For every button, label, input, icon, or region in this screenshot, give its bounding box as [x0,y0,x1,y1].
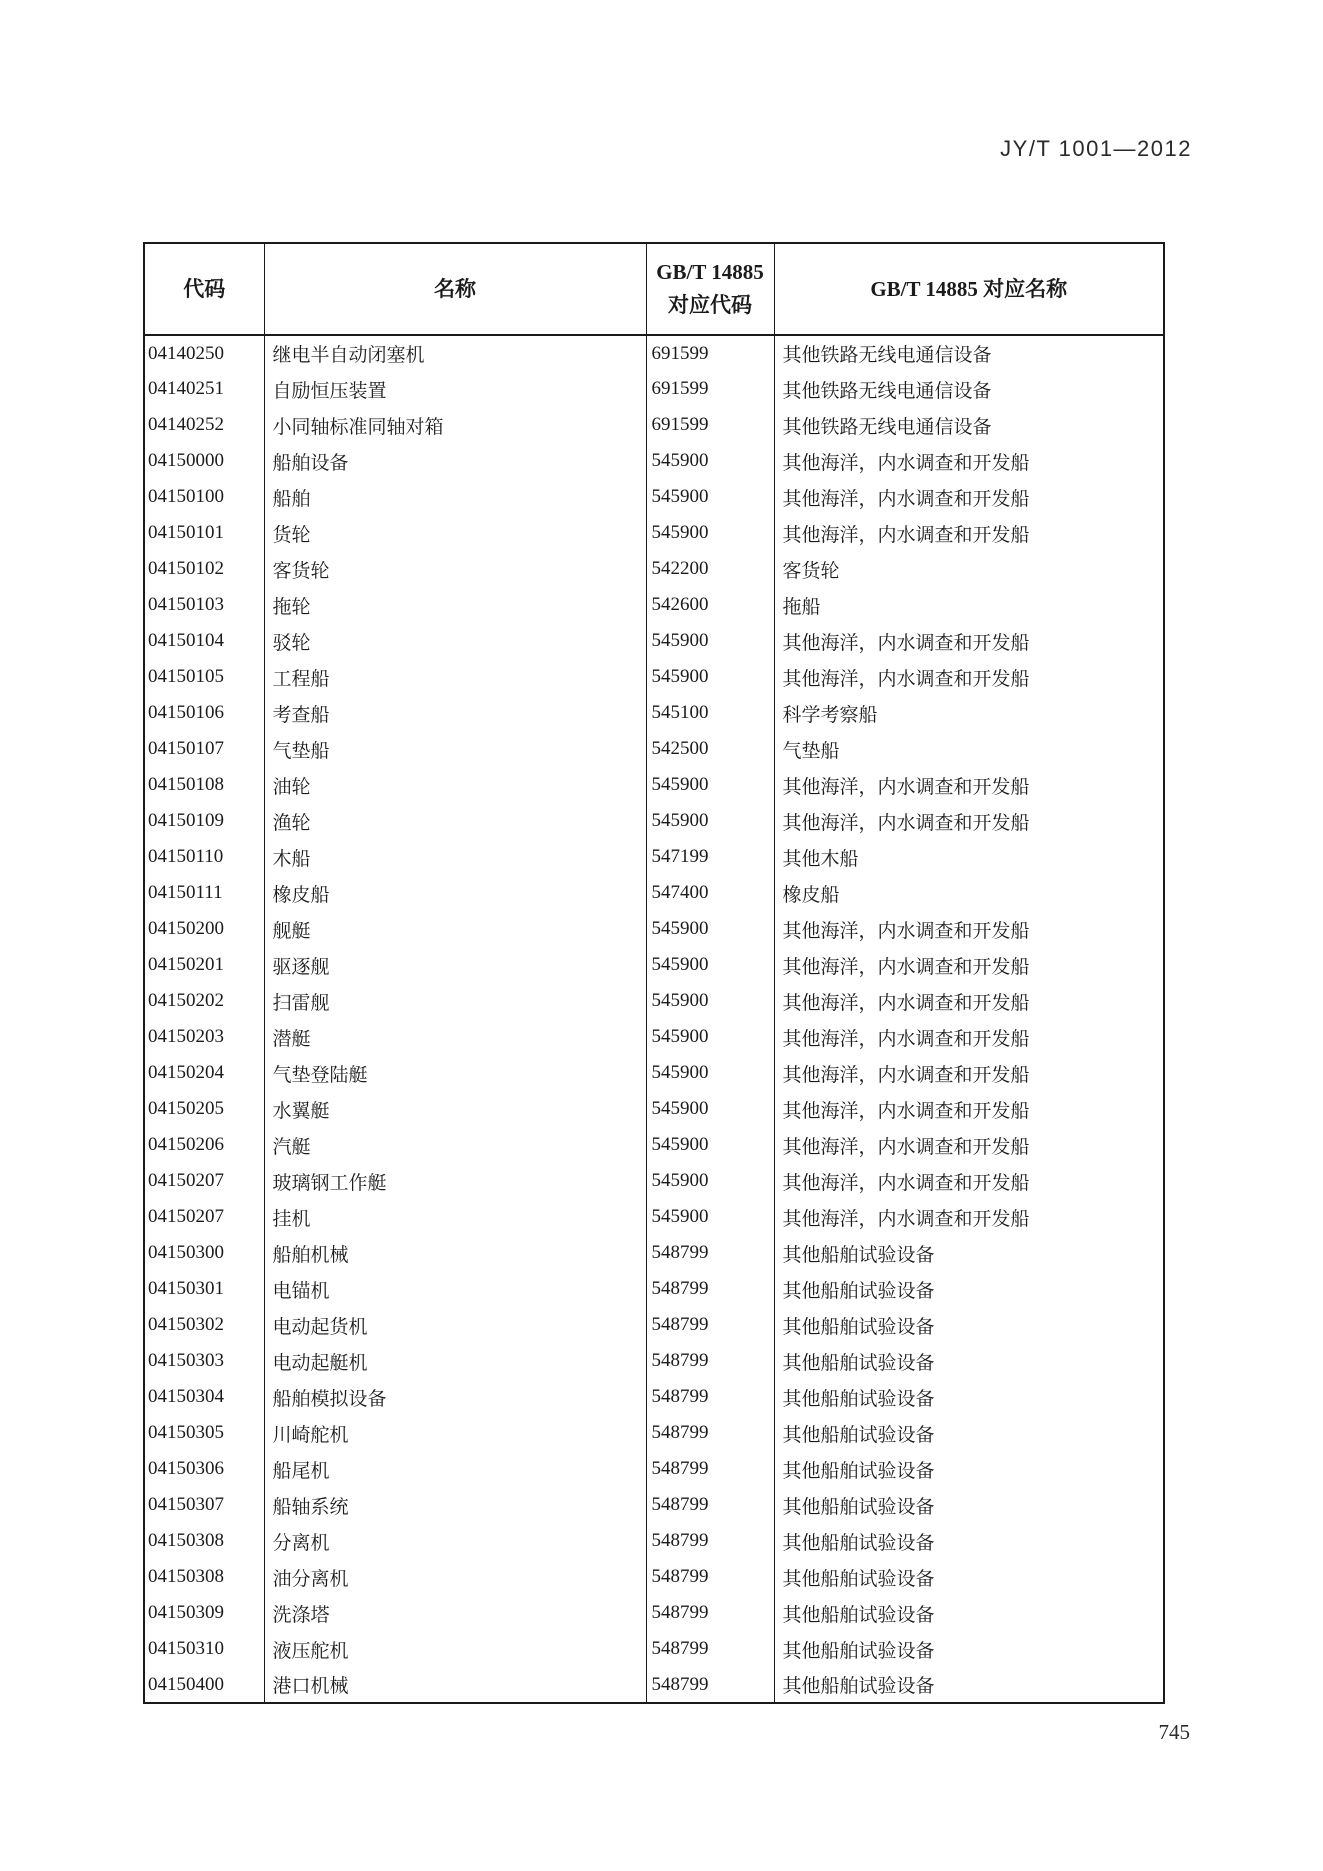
cell-code: 04150102 [144,551,264,587]
cell-gb-code: 545900 [646,1055,774,1091]
cell-gb-code: 545100 [646,695,774,731]
cell-gb-name: 客货轮 [774,551,1164,587]
cell-name: 货轮 [264,515,646,551]
cell-name: 油轮 [264,767,646,803]
cell-code: 04150000 [144,443,264,479]
cell-code: 04150104 [144,623,264,659]
cell-gb-code: 548799 [646,1271,774,1307]
cell-name: 船舶模拟设备 [264,1379,646,1415]
header-name-label: 名称 [434,276,476,301]
cell-name: 小同轴标准同轴对箱 [264,407,646,443]
header-gb-name [774,243,1164,335]
table-row [144,1595,1164,1631]
table-row [144,947,1164,983]
header-gb-code [646,243,774,335]
table-row [144,479,1164,515]
table-row [144,1379,1164,1415]
cell-code: 04150305 [144,1415,264,1451]
cell-gb-name: 橡皮船 [774,875,1164,911]
cell-code: 04150106 [144,695,264,731]
cell-gb-name: 其他海洋，内水调查和开发船 [774,623,1164,659]
cell-name: 渔轮 [264,803,646,839]
cell-name: 电动起艇机 [264,1343,646,1379]
cell-gb-name: 其他铁路无线电通信设备 [774,371,1164,407]
cell-name: 汽艇 [264,1127,646,1163]
cell-gb-name: 其他船舶试验设备 [774,1415,1164,1451]
cell-code: 04150207 [144,1199,264,1235]
table-row [144,1307,1164,1343]
cell-gb-code: 548799 [646,1667,774,1703]
cell-gb-name: 其他海洋，内水调查和开发船 [774,767,1164,803]
cell-gb-name: 其他海洋，内水调查和开发船 [774,983,1164,1019]
cell-gb-code: 548799 [646,1595,774,1631]
cell-code: 04150111 [144,875,264,911]
table-row [144,1163,1164,1199]
table-row [144,407,1164,443]
cell-name: 客货轮 [264,551,646,587]
cell-code: 04150304 [144,1379,264,1415]
cell-name: 船舶设备 [264,443,646,479]
cell-code: 04150200 [144,911,264,947]
cell-code: 04150307 [144,1487,264,1523]
header-code-label: 代码 [183,276,226,301]
cell-name: 水翼艇 [264,1091,646,1127]
cell-gb-name: 其他船舶试验设备 [774,1523,1164,1559]
cell-code: 04150103 [144,587,264,623]
cell-gb-code: 548799 [646,1343,774,1379]
cell-name: 电动起货机 [264,1307,646,1343]
cell-gb-code: 547400 [646,875,774,911]
cell-gb-name: 其他海洋，内水调查和开发船 [774,1127,1164,1163]
doc-number: JY/T 1001—2012 [1000,136,1192,161]
cell-gb-code: 542600 [646,587,774,623]
table-row [144,731,1164,767]
cell-gb-code: 545900 [646,1163,774,1199]
cell-name: 油分离机 [264,1559,646,1595]
cell-code: 04140250 [144,335,264,371]
cell-gb-code: 545900 [646,1091,774,1127]
cell-code: 04150107 [144,731,264,767]
table-row [144,803,1164,839]
cell-gb-name: 其他船舶试验设备 [774,1667,1164,1703]
table-row [144,515,1164,551]
cell-gb-name: 其他海洋，内水调查和开发船 [774,1163,1164,1199]
cell-gb-code: 545900 [646,443,774,479]
cell-name: 工程船 [264,659,646,695]
cell-name: 玻璃钢工作艇 [264,1163,646,1199]
cell-gb-code: 548799 [646,1379,774,1415]
cell-code: 04150205 [144,1091,264,1127]
code-mapping-table [143,242,1165,1704]
cell-gb-name: 其他海洋，内水调查和开发船 [774,479,1164,515]
cell-gb-code: 545900 [646,479,774,515]
cell-gb-code: 548799 [646,1559,774,1595]
cell-name: 拖轮 [264,587,646,623]
table-row [144,371,1164,407]
cell-name: 自励恒压装置 [264,371,646,407]
table-row [144,443,1164,479]
cell-name: 潜艇 [264,1019,646,1055]
cell-code: 04150203 [144,1019,264,1055]
table-row [144,1631,1164,1667]
cell-name: 舰艇 [264,911,646,947]
cell-gb-name: 气垫船 [774,731,1164,767]
cell-name: 气垫船 [264,731,646,767]
cell-code: 04140251 [144,371,264,407]
cell-code: 04150301 [144,1271,264,1307]
cell-gb-code: 548799 [646,1487,774,1523]
table-row [144,1091,1164,1127]
cell-code: 04150108 [144,767,264,803]
table-row [144,983,1164,1019]
cell-gb-code: 542500 [646,731,774,767]
cell-gb-code: 545900 [646,767,774,803]
cell-gb-name: 其他海洋，内水调查和开发船 [774,515,1164,551]
cell-gb-code: 547199 [646,839,774,875]
cell-gb-name: 其他海洋，内水调查和开发船 [774,1199,1164,1235]
cell-gb-code: 548799 [646,1631,774,1667]
table-row [144,1055,1164,1091]
cell-gb-name: 其他船舶试验设备 [774,1307,1164,1343]
table-header-row [144,243,1164,335]
header-code [144,243,264,335]
cell-name: 川崎舵机 [264,1415,646,1451]
table-row [144,839,1164,875]
cell-gb-name: 其他船舶试验设备 [774,1343,1164,1379]
header-gb-name-label: GB/T 14885 对应名称 [870,276,1068,301]
cell-code: 04150308 [144,1523,264,1559]
cell-name: 木船 [264,839,646,875]
cell-name: 驳轮 [264,623,646,659]
cell-code: 04150110 [144,839,264,875]
cell-gb-name: 科学考察船 [774,695,1164,731]
table-row [144,911,1164,947]
cell-code: 04150306 [144,1451,264,1487]
cell-name: 橡皮船 [264,875,646,911]
cell-gb-code: 542200 [646,551,774,587]
table-row [144,659,1164,695]
cell-gb-name: 其他船舶试验设备 [774,1631,1164,1667]
cell-gb-name: 其他海洋，内水调查和开发船 [774,1091,1164,1127]
cell-gb-name: 其他海洋，内水调查和开发船 [774,659,1164,695]
table-row [144,587,1164,623]
cell-gb-name: 其他船舶试验设备 [774,1595,1164,1631]
table-row [144,1487,1164,1523]
cell-name: 分离机 [264,1523,646,1559]
cell-name: 船舶 [264,479,646,515]
cell-name: 港口机械 [264,1667,646,1703]
table-row [144,623,1164,659]
cell-code: 04150202 [144,983,264,1019]
cell-gb-name: 其他海洋，内水调查和开发船 [774,443,1164,479]
cell-gb-code: 548799 [646,1415,774,1451]
cell-gb-name: 拖船 [774,587,1164,623]
cell-code: 04150400 [144,1667,264,1703]
cell-gb-name: 其他船舶试验设备 [774,1379,1164,1415]
table-row [144,1235,1164,1271]
cell-gb-code: 545900 [646,623,774,659]
cell-gb-name: 其他船舶试验设备 [774,1559,1164,1595]
header-gb-code-line1: GB/T 14885 [656,260,764,285]
table-row [144,335,1164,371]
cell-code: 04150309 [144,1595,264,1631]
cell-code: 04150310 [144,1631,264,1667]
cell-gb-code: 545900 [646,1019,774,1055]
cell-code: 04150308 [144,1559,264,1595]
cell-name: 考查船 [264,695,646,731]
cell-gb-name: 其他船舶试验设备 [774,1487,1164,1523]
cell-gb-code: 691599 [646,407,774,443]
table-row [144,1523,1164,1559]
cell-name: 液压舵机 [264,1631,646,1667]
cell-gb-name: 其他海洋，内水调查和开发船 [774,1055,1164,1091]
cell-gb-code: 548799 [646,1235,774,1271]
cell-code: 04150206 [144,1127,264,1163]
cell-gb-name: 其他海洋，内水调查和开发船 [774,1019,1164,1055]
cell-gb-name: 其他海洋，内水调查和开发船 [774,803,1164,839]
cell-gb-name: 其他海洋，内水调查和开发船 [774,911,1164,947]
header-gb-code-line2: 对应代码 [668,293,752,317]
table-row [144,1415,1164,1451]
cell-gb-code: 545900 [646,1127,774,1163]
cell-gb-code: 545900 [646,1199,774,1235]
cell-code: 04150201 [144,947,264,983]
cell-gb-name: 其他船舶试验设备 [774,1271,1164,1307]
cell-gb-code: 691599 [646,371,774,407]
table-row [144,1343,1164,1379]
cell-name: 船轴系统 [264,1487,646,1523]
cell-gb-name: 其他铁路无线电通信设备 [774,335,1164,371]
cell-code: 04150302 [144,1307,264,1343]
table-row [144,1451,1164,1487]
cell-gb-name: 其他木船 [774,839,1164,875]
cell-code: 04150100 [144,479,264,515]
cell-code: 04140252 [144,407,264,443]
table-row [144,1271,1164,1307]
cell-gb-code: 545900 [646,911,774,947]
cell-gb-code: 545900 [646,947,774,983]
cell-name: 驱逐舰 [264,947,646,983]
cell-gb-name: 其他铁路无线电通信设备 [774,407,1164,443]
cell-name: 扫雷舰 [264,983,646,1019]
cell-code: 04150101 [144,515,264,551]
cell-name: 洗涤塔 [264,1595,646,1631]
table-row [144,875,1164,911]
cell-gb-code: 545900 [646,515,774,551]
table-row [144,767,1164,803]
cell-code: 04150303 [144,1343,264,1379]
cell-name: 气垫登陆艇 [264,1055,646,1091]
cell-code: 04150300 [144,1235,264,1271]
table-row [144,1127,1164,1163]
header-name [264,243,646,335]
table-header [144,243,1164,335]
cell-name: 船尾机 [264,1451,646,1487]
cell-gb-code: 545900 [646,803,774,839]
cell-name: 继电半自动闭塞机 [264,335,646,371]
table-row [144,1019,1164,1055]
cell-gb-name: 其他船舶试验设备 [774,1451,1164,1487]
cell-code: 04150109 [144,803,264,839]
cell-gb-code: 691599 [646,335,774,371]
table-row [144,551,1164,587]
cell-name: 电锚机 [264,1271,646,1307]
cell-name: 挂机 [264,1199,646,1235]
cell-gb-code: 545900 [646,983,774,1019]
table-row [144,1559,1164,1595]
cell-gb-code: 545900 [646,659,774,695]
cell-code: 04150105 [144,659,264,695]
cell-gb-name: 其他船舶试验设备 [774,1235,1164,1271]
cell-gb-code: 548799 [646,1451,774,1487]
table-body [144,335,1164,1703]
cell-gb-code: 548799 [646,1307,774,1343]
page-number: 745 [1158,1720,1190,1744]
cell-name: 船舶机械 [264,1235,646,1271]
cell-code: 04150204 [144,1055,264,1091]
table-row [144,695,1164,731]
cell-code: 04150207 [144,1163,264,1199]
table-row [144,1199,1164,1235]
cell-gb-name: 其他海洋，内水调查和开发船 [774,947,1164,983]
cell-gb-code: 548799 [646,1523,774,1559]
table-row [144,1667,1164,1703]
